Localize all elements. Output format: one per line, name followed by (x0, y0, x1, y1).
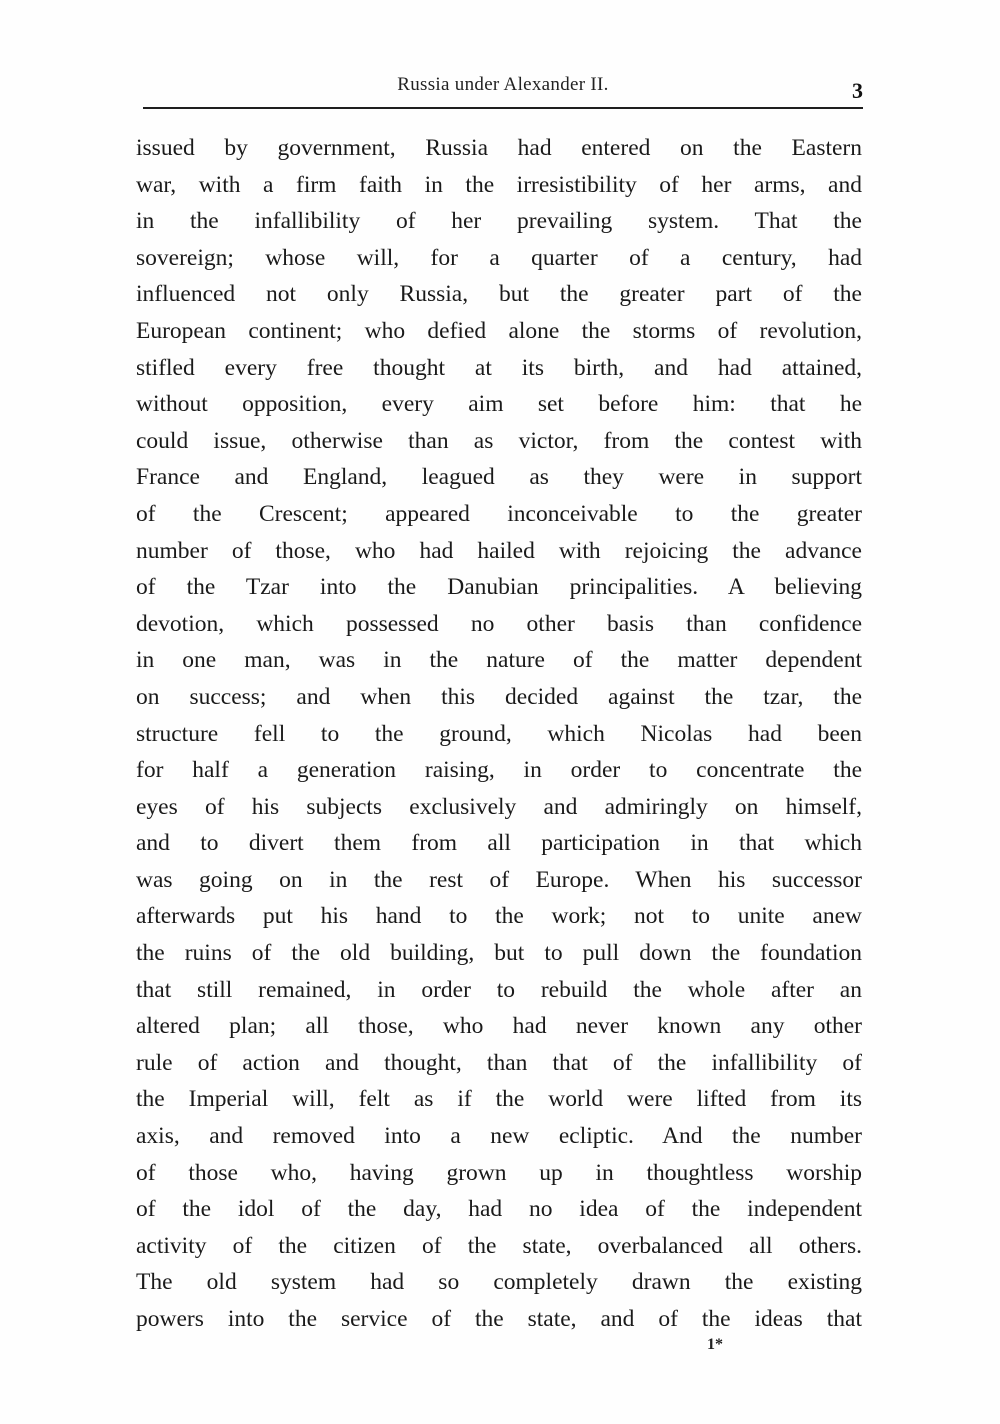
text-line: was going on in the rest of Europe. When his successor (136, 866, 862, 893)
text-line: of those who, having grown up in thoughtless worship (136, 1159, 862, 1186)
text-line: influenced not only Russia, but the greater part of the (136, 281, 862, 308)
text-line: activity of the citizen of the state, overbalanced all others. (136, 1232, 862, 1259)
text-line: could issue, otherwise than as victor, from the contest with (136, 427, 862, 454)
page-number: 3 (852, 78, 863, 103)
text-line: issued by government, Russia had entered on the Eastern (136, 135, 862, 161)
text-line: and to divert them from all participation in that which (136, 830, 862, 857)
text-line: for half a generation raising, in order to concentrate the (136, 757, 862, 784)
text-line: of the Tzar into the Danubian principalities. A believing (136, 574, 862, 601)
running-head (143, 72, 863, 102)
text-line: war, with a firm faith in the irresistibility of her arms, and (136, 171, 862, 198)
body-text (136, 130, 862, 1338)
text-line: European continent; who defied alone the storms of revolution, (136, 317, 862, 344)
text-line: France and England, leagued as they were in support (136, 464, 862, 491)
text-line: of the Crescent; appeared inconceivable to the greater (136, 500, 862, 527)
text-line: in one man, was in the nature of the matter dependent (136, 647, 862, 674)
running-title: Russia under Alexander II. (397, 74, 609, 95)
text-line: stifled every free thought at its birth, and had attained, (136, 354, 862, 381)
text-line: powers into the service of the state, and of the ideas that (136, 1306, 862, 1332)
text-line: altered plan; all those, who had never known any other (136, 1013, 862, 1040)
text-line: on success; and when this decided against the tzar, the (136, 683, 862, 710)
text-line: sovereign; whose will, for a quarter of a century, had (136, 244, 862, 271)
text-line: rule of action and thought, than that of the infallibility of (136, 1049, 862, 1076)
text-line: without opposition, every aim set before him: that he (136, 391, 862, 418)
text-line: that still remained, in order to rebuild the whole after an (136, 976, 862, 1003)
text-line: The old system had so completely drawn the existing (136, 1269, 862, 1296)
text-line: the Imperial will, felt as if the world were lifted from its (136, 1086, 862, 1113)
text-line: devotion, which possessed no other basis than confidence (136, 610, 862, 637)
text-line: the ruins of the old building, but to pull down the foundation (136, 940, 862, 967)
text-line: axis, and removed into a new ecliptic. And the number (136, 1123, 862, 1150)
text-line: afterwards put his hand to the work; not to unite anew (136, 903, 862, 930)
text-line: structure fell to the ground, which Nicolas had been (136, 720, 862, 747)
text-line: eyes of his subjects exclusively and admiringly on himself, (136, 793, 862, 820)
text-line: of the idol of the day, had no idea of the independent (136, 1196, 862, 1223)
text-line: number of those, who had hailed with rejoicing the advance (136, 537, 862, 564)
header-rule (143, 107, 863, 109)
text-line: in the infallibility of her prevailing system. That the (136, 208, 862, 235)
signature-mark: 1* (707, 1336, 723, 1353)
